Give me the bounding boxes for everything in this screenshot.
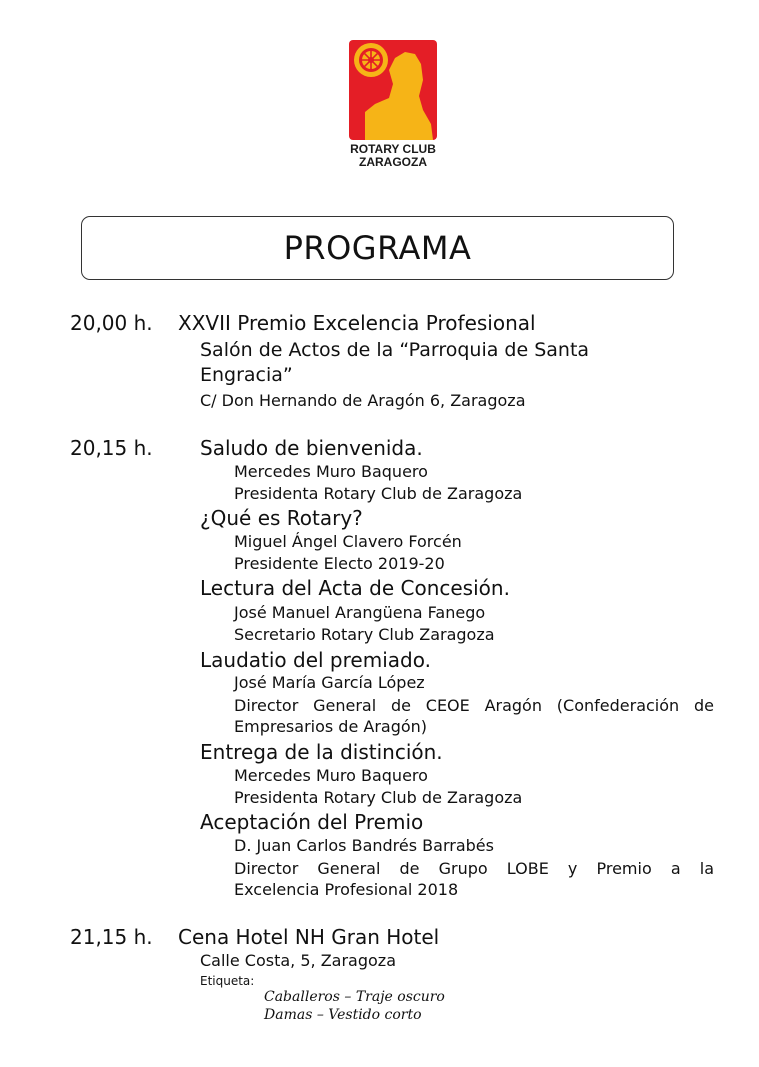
event-1-time: 20,00 h. (70, 311, 153, 335)
item-3-line2: Secretario Rotary Club Zaragoza (234, 625, 495, 644)
item-2-title: ¿Qué es Rotary? (200, 506, 363, 530)
rotary-wheel-icon (354, 43, 388, 77)
item-6-line3: Excelencia Profesional 2018 (234, 880, 459, 899)
item-5-line2: Presidenta Rotary Club de Zaragoza (234, 788, 523, 807)
item-6-title: Aceptación del Premio (200, 810, 424, 834)
item-2-line2: Presidente Electo 2019-20 (234, 554, 445, 573)
event-2-time: 20,15 h. (70, 436, 153, 460)
program-title-box (81, 216, 674, 280)
logo-caption-line2: ZARAGOZA (359, 155, 427, 169)
event-3-title: Cena Hotel NH Gran Hotel (178, 925, 440, 949)
item-6-line2: Director General de Grupo LOBE y Premio a la (234, 859, 714, 878)
item-3-title: Lectura del Acta de Concesión. (200, 576, 510, 600)
event-1-title: XXVII Premio Excelencia Profesional (178, 311, 536, 335)
item-3-line1: José Manuel Arangüena Fanego (234, 603, 486, 622)
item-4-title: Laudatio del premiado. (200, 648, 431, 672)
item-2-line1: Miguel Ángel Clavero Forcén (234, 532, 462, 551)
item-1-title: Saludo de bienvenida. (200, 436, 423, 460)
event-1-venue-line2: Engracia” (200, 364, 293, 386)
event-1-address: C/ Don Hernando de Aragón 6, Zaragoza (200, 391, 526, 410)
logo-caption-line1: ROTARY CLUB (350, 142, 436, 156)
item-1-line1: Mercedes Muro Baquero (234, 462, 428, 481)
item-4-line3: Empresarios de Aragón) (234, 717, 428, 736)
rotary-logo (349, 40, 437, 140)
dress-code-men: Caballeros – Traje oscuro (264, 989, 445, 1005)
item-4-line2: Director General de CEOE Aragón (Confederación de (234, 696, 714, 715)
item-5-title: Entrega de la distinción. (200, 740, 443, 764)
item-1-line2: Presidenta Rotary Club de Zaragoza (234, 484, 523, 503)
item-5-line1: Mercedes Muro Baquero (234, 766, 428, 785)
event-3-time: 21,15 h. (70, 925, 153, 949)
page-title: PROGRAMA (283, 229, 472, 267)
dress-code-label: Etiqueta: (200, 974, 255, 988)
item-4-line1: José María García López (234, 673, 425, 692)
event-3-address: Calle Costa, 5, Zaragoza (200, 951, 396, 970)
event-1-venue-line1: Salón de Actos de la “Parroquia de Santa (200, 339, 590, 361)
item-6-line1: D. Juan Carlos Bandrés Barrabés (234, 836, 494, 855)
dress-code-women: Damas – Vestido corto (264, 1007, 422, 1023)
